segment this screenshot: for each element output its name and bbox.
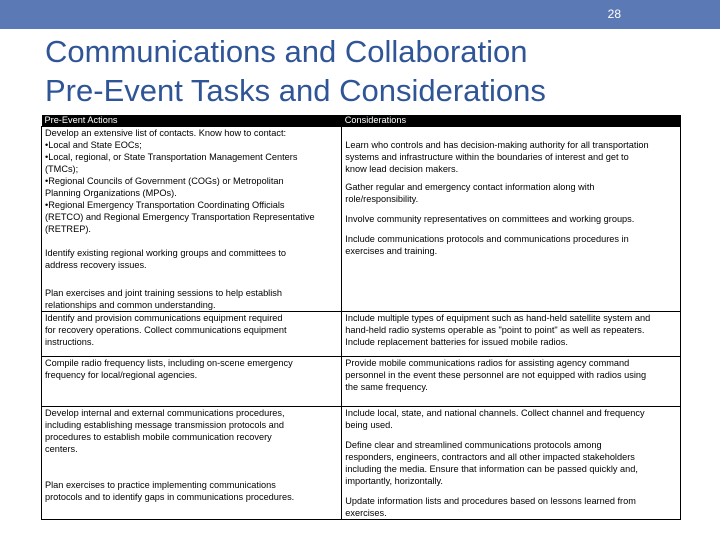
cell-text: including the media. Ensure that information can be passed quickly and, bbox=[345, 464, 638, 474]
cell-text: personnel in the event these personnel are not equipped with radios using bbox=[345, 370, 647, 380]
cell-text: address recovery issues. bbox=[45, 260, 147, 270]
bullet-item: • Regional Emergency Transportation Coordinating Officials bbox=[45, 199, 338, 211]
table-row bbox=[42, 127, 681, 312]
cell-text: Develop an extensive list of contacts. Know how to contact: bbox=[45, 128, 287, 138]
header-pre-event-actions: Pre-Event Actions bbox=[42, 115, 342, 127]
cell-text: role/responsibility. bbox=[345, 194, 419, 204]
cell-text: systems and infrastructure within the boundaries of interest and get to bbox=[345, 152, 629, 162]
cell-text: for recovery operations. Collect communications equipment bbox=[45, 325, 287, 335]
table-row bbox=[42, 312, 681, 357]
bullet-item: • Local, regional, or State Transportation Management Centers bbox=[45, 151, 338, 163]
cell-text: centers. bbox=[45, 444, 78, 454]
cell-text: Include communications protocols and communications procedures in bbox=[345, 234, 629, 244]
cell-text: Involve community representatives on committees and working groups. bbox=[345, 214, 635, 224]
cell-text: Gather regular and emergency contact information along with bbox=[345, 182, 595, 192]
cell-text: Learn who controls and has decision-making authority for all transportation bbox=[345, 140, 649, 150]
cell-text: frequency for local/regional agencies. bbox=[45, 370, 198, 380]
bullet-item: • Regional Councils of Government (COGs) or Metropolitan bbox=[45, 175, 338, 187]
cell-text: Identify existing regional working groups and committees to bbox=[45, 248, 287, 258]
cell-text: Plan exercises to practice implementing communications bbox=[45, 480, 276, 490]
cell-text: Planning Organizations (MPOs). bbox=[45, 188, 177, 198]
cell-text: Include multiple types of equipment such as hand-held satellite system and bbox=[345, 313, 651, 323]
cell-text: responders, engineers, contractors and all other impacted stakeholders bbox=[345, 452, 635, 462]
cell-text: Include replacement batteries for issued mobile radios. bbox=[345, 337, 568, 347]
cell-text: the same frequency. bbox=[345, 382, 428, 392]
cell-text: instructions. bbox=[45, 337, 95, 347]
tasks-table bbox=[41, 115, 681, 520]
cell-text: importantly, horizontally. bbox=[345, 476, 443, 486]
cell-text: protocols and to identify gaps in communications procedures. bbox=[45, 492, 295, 502]
cell-text: Define clear and streamlined communications protocols among bbox=[345, 440, 602, 450]
table-cell-actions bbox=[42, 407, 342, 520]
title-line-1: Communications and Collaboration bbox=[45, 34, 528, 69]
table-cell-actions bbox=[42, 312, 342, 357]
header-considerations: Considerations bbox=[342, 115, 681, 127]
cell-text: Provide mobile communications radios for assisting agency command bbox=[345, 358, 630, 368]
table-cell-considerations bbox=[342, 312, 681, 357]
cell-text: exercises and training. bbox=[345, 246, 438, 256]
table-row bbox=[42, 357, 681, 407]
table-cell-actions bbox=[42, 127, 342, 312]
cell-text: procedures to establish mobile communication recovery bbox=[45, 432, 272, 442]
cell-text: (RETREP). bbox=[45, 224, 91, 234]
cell-text: hand-held radio systems operable as "point to point" as well as repeaters. bbox=[345, 325, 645, 335]
cell-text: exercises. bbox=[345, 508, 387, 518]
bullet-item: • Local and State EOCs; bbox=[45, 139, 338, 151]
cell-text: (TMCs); bbox=[45, 164, 79, 174]
slide-title bbox=[45, 32, 665, 110]
table-cell-actions bbox=[42, 357, 342, 407]
header-bar bbox=[0, 0, 720, 29]
cell-text: (RETCO) and Regional Emergency Transportation Representative bbox=[45, 212, 315, 222]
table-cell-considerations bbox=[342, 357, 681, 407]
cell-text: Update information lists and procedures based on lessons learned from bbox=[345, 496, 636, 506]
cell-text: Plan exercises and joint training sessions to help establish bbox=[45, 288, 282, 298]
cell-text: know lead decision makers. bbox=[345, 164, 459, 174]
cell-text: including establishing message transmission protocols and bbox=[45, 420, 285, 430]
table-row bbox=[42, 407, 681, 520]
table-header-row bbox=[42, 115, 681, 127]
page-number: 28 bbox=[607, 7, 621, 21]
cell-text: Identify and provision communications equipment required bbox=[45, 313, 283, 323]
cell-text: Compile radio frequency lists, including on-scene emergency bbox=[45, 358, 293, 368]
cell-text: Develop internal and external communications procedures, bbox=[45, 408, 285, 418]
cell-text: being used. bbox=[345, 420, 393, 430]
title-line-2: Pre-Event Tasks and Considerations bbox=[45, 73, 546, 108]
cell-text: Include local, state, and national channels. Collect channel and frequency bbox=[345, 408, 645, 418]
cell-text: relationships and common understanding. bbox=[45, 300, 216, 310]
table-cell-considerations bbox=[342, 407, 681, 520]
table-cell-considerations bbox=[342, 127, 681, 312]
